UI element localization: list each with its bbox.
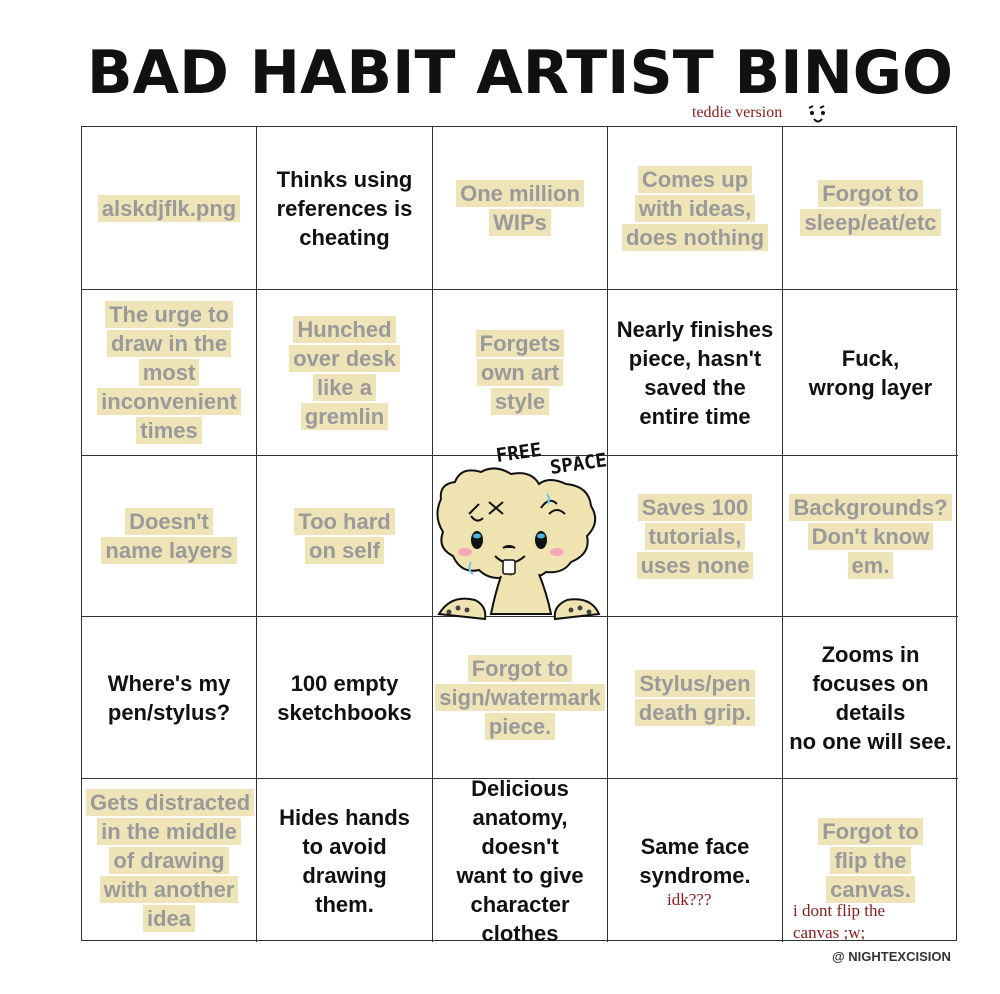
bingo-cell-text: [637, 493, 754, 580]
bingo-cell: [257, 456, 433, 617]
free-label: FREE: [494, 438, 544, 467]
bingo-cell: [82, 779, 257, 942]
bingo-cell: [608, 779, 783, 942]
bingo-cell-text: Fuck, wrong layer: [808, 345, 933, 400]
bingo-cell-text: [101, 507, 236, 565]
highlight-mark: Saves 100 tutorials, uses none: [637, 494, 754, 579]
bingo-cell: [783, 127, 958, 290]
bingo-cell: [82, 127, 257, 290]
bingo-cell-text: [635, 669, 755, 727]
highlight-mark: Too hard on self: [294, 508, 394, 564]
bingo-cell: [783, 617, 958, 779]
bingo-cell: [433, 617, 608, 779]
highlight-mark: One million WIPs: [456, 180, 584, 236]
credit: @ NIGHTEXCISION: [832, 949, 951, 964]
bingo-cell-text: [456, 179, 584, 237]
highlight-mark: Forgets own art style: [476, 330, 565, 415]
bingo-cell: [257, 290, 433, 456]
teddie-icon: [431, 438, 609, 644]
bingo-grid: [81, 126, 957, 946]
bingo-cell: [608, 127, 783, 290]
highlight-mark: Hunched over desk like a gremlin: [289, 316, 400, 430]
bingo-cell: [433, 290, 608, 456]
bingo-cell-text: Thinks using references is cheating: [276, 166, 413, 250]
bingo-cell-text: [98, 194, 240, 223]
bingo-cell: [608, 617, 783, 779]
bingo-cell-text: [97, 300, 241, 445]
bingo-cell-text: Same face syndrome.: [639, 833, 751, 888]
highlight-mark: Stylus/pen death grip.: [635, 670, 755, 726]
bingo-cell-text: [787, 493, 954, 580]
highlight-mark: Doesn't name layers: [101, 508, 236, 564]
bingo-cell-text: Delicious anatomy, doesn't want to give character clothes: [456, 775, 584, 946]
bingo-cell: [783, 290, 958, 456]
note-flip-canvas: i dont flip the canvas ;w;: [793, 901, 886, 942]
bingo-cell-text: [294, 507, 394, 565]
highlight-mark: Forgot to sign/watermark piece.: [435, 655, 604, 740]
highlight-mark: Backgrounds? Don't know em.: [789, 494, 951, 579]
bingo-cell: [783, 456, 958, 617]
bingo-cell-text: [622, 165, 768, 252]
highlight-mark: Forgot to sleep/eat/etc: [800, 180, 940, 236]
bingo-cell-text: Zooms in focuses on details no one will see.: [789, 641, 952, 754]
bingo-cell: [82, 617, 257, 779]
bingo-cell-text: Nearly finishes piece, hasn't saved the entire time: [616, 316, 774, 429]
highlight-mark: Forgot to flip the canvas.: [818, 818, 923, 903]
subtitle: teddie version: [692, 104, 783, 121]
bingo-cell-text: [435, 654, 604, 741]
bingo-free-space: [433, 438, 609, 617]
page-title: BAD HABIT ARTIST BINGO: [86, 38, 954, 108]
bingo-cell: [433, 127, 608, 290]
bingo-cell: [82, 290, 257, 456]
bingo-cell: [257, 127, 433, 290]
bingo-cell-text: [818, 817, 923, 904]
bingo-cell: [608, 290, 783, 456]
bingo-cell: [257, 617, 433, 779]
bingo-cell-text: Where's my pen/stylus?: [107, 670, 231, 725]
bingo-cell-text: 100 empty sketchbooks: [277, 670, 412, 725]
bingo-cell: [82, 456, 257, 617]
bingo-cell: [257, 779, 433, 942]
bingo-cell-text: Hides hands to avoid drawing them.: [279, 804, 410, 917]
bingo-cell-text: [289, 315, 400, 431]
highlight-mark: alskdjflk.png: [98, 195, 240, 222]
space-label: SPACE: [548, 449, 609, 479]
highlight-mark: Comes up with ideas, does nothing: [622, 166, 768, 251]
teddie-face-icon: [806, 104, 832, 128]
bingo-cell: [433, 775, 608, 946]
bingo-cell-text: [86, 788, 252, 933]
bingo-cell-text: [800, 179, 940, 237]
highlight-mark: The urge to draw in the most inconvenient times: [97, 301, 241, 444]
bingo-cell: [608, 456, 783, 617]
note-same-face: idk???: [667, 890, 712, 909]
bingo-cell-text: [476, 329, 565, 416]
highlight-mark: Gets distracted in the middle of drawing with another idea: [86, 789, 254, 932]
